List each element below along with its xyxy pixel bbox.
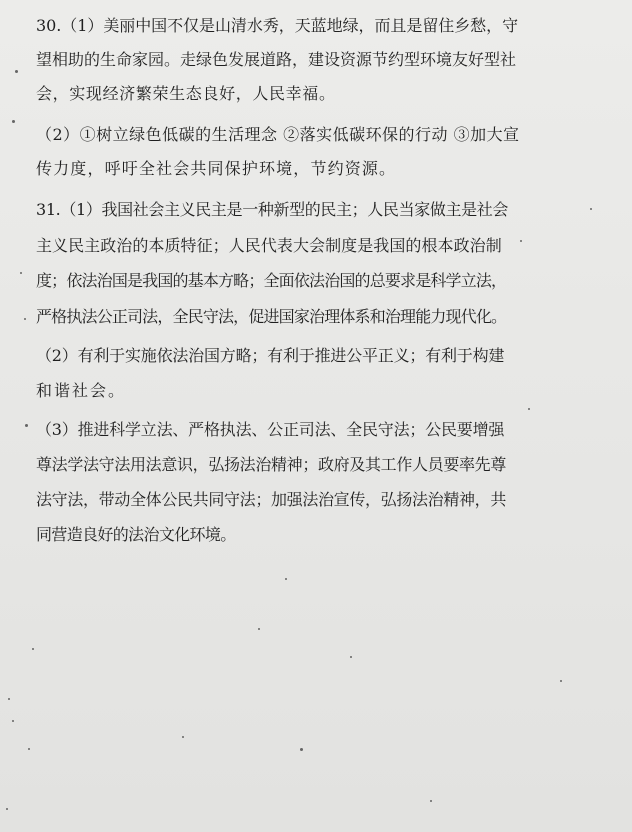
scan-speck — [25, 424, 28, 427]
answer-31-part3-line4: 同营造良好的法治文化环境。 — [36, 525, 236, 544]
answer-31-part1-line4: 严格执法公正司法，全民守法，促进国家治理体系和治理能力现代化。 — [36, 307, 507, 326]
scan-speck — [285, 578, 287, 580]
scan-speck — [528, 408, 530, 410]
answer-31-part3-line3: 法守法，带动全体公民共同守法；加强法治宣传，弘扬法治精神，共 — [36, 490, 507, 509]
answer-30-part1-line1: 30.（1）美丽中国不仅是山清水秀，天蓝地绿，而且是留住乡愁，守 — [36, 16, 519, 35]
answer-31-part3-line2: 尊法学法守法用法意识，弘扬法治精神；政府及其工作人员要率先尊 — [36, 455, 507, 474]
answer-30-part2-line2: 传力度，呼吁全社会共同保护环境，节约资源。 — [36, 159, 397, 178]
scan-speck — [520, 240, 522, 242]
answer-30-part1-line2: 望相助的生命家园。走绿色发展道路，建设资源节约型环境友好型社 — [36, 50, 517, 69]
scan-speck — [15, 70, 18, 73]
answer-31-part3-line1: （3）推进科学立法、严格执法、公正司法、全民守法；公民要增强 — [36, 420, 505, 439]
answer-31-part1-line3: 度；依法治国是我国的基本方略；全面依法治国的总要求是科学立法， — [36, 271, 507, 290]
scan-speck — [430, 800, 432, 802]
scan-speck — [32, 648, 34, 650]
scan-speck — [182, 736, 184, 738]
answer-31-part2-line1: （2）有利于实施依法治国方略；有利于推进公平正义；有利于构建 — [36, 346, 505, 365]
scan-speck — [12, 120, 15, 123]
answer-31-part1-line2: 主义民主政治的本质特征；人民代表大会制度是我国的根本政治制 — [36, 236, 502, 255]
answer-30-part2-line1: （2）①树立绿色低碳的生活理念 ②落实低碳环保的行动 ③加大宣 — [36, 125, 520, 144]
scan-speck — [590, 208, 592, 210]
scan-speck — [300, 748, 303, 751]
answer-31-part1-line1: 31.（1）我国社会主义民主是一种新型的民主；人民当家做主是社会 — [36, 200, 509, 219]
scan-speck — [560, 680, 562, 682]
scan-speck — [258, 628, 260, 630]
scan-speck — [20, 272, 22, 274]
scan-speck — [350, 656, 352, 658]
answer-30-part1-line3: 会，实现经济繁荣生态良好，人民幸福。 — [36, 84, 336, 103]
scan-speck — [28, 748, 30, 750]
scan-speck — [12, 720, 14, 722]
scan-speck — [8, 698, 10, 700]
scan-speck — [6, 808, 8, 810]
scan-speck — [24, 318, 26, 320]
answer-31-part2-line2: 和谐社会。 — [36, 381, 127, 400]
